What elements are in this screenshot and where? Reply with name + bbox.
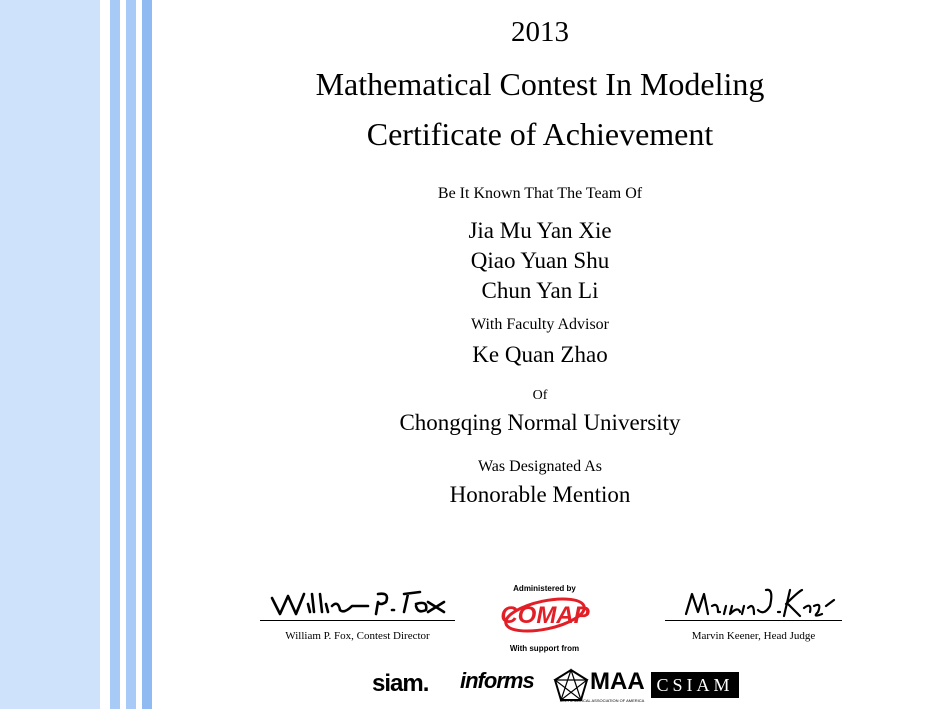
comap-logo xyxy=(497,593,592,637)
comap-logo-text: COMAP xyxy=(500,602,590,629)
stripe xyxy=(142,0,152,709)
designation-label: Was Designated As xyxy=(477,458,603,475)
stripe xyxy=(126,0,136,709)
maa-icon xyxy=(552,668,590,702)
judge-caption: Marvin Keener, Head Judge xyxy=(691,630,816,642)
designation: Honorable Mention xyxy=(449,482,631,507)
team-member: Jia Mu Yan Xie xyxy=(468,218,612,243)
certificate-title: Certificate of Achievement xyxy=(366,116,714,152)
siam-logo: siam. xyxy=(372,670,429,697)
csiam-logo: CSIAM xyxy=(651,672,739,698)
director-caption: William P. Fox, Contest Director xyxy=(285,630,430,642)
maa-logo: MAA xyxy=(590,668,645,695)
signature-line xyxy=(665,620,842,621)
advisor-name: Ke Quan Zhao xyxy=(472,342,608,367)
team-member: Qiao Yuan Shu xyxy=(470,248,610,273)
team-members xyxy=(260,216,820,306)
director-signature xyxy=(268,580,458,620)
advisor-label: With Faculty Advisor xyxy=(470,316,609,333)
informs-logo xyxy=(460,668,534,694)
informs-logo-text: informs xyxy=(460,668,534,693)
maa-subtitle: MATHEMATICAL ASSOCIATION OF AMERICA xyxy=(560,698,645,703)
judge-signature xyxy=(682,584,842,620)
intro-text: Be It Known That The Team Of xyxy=(437,185,643,202)
of-label: Of xyxy=(532,388,548,403)
university-name: Chongqing Normal University xyxy=(399,410,681,435)
stripe xyxy=(0,0,100,709)
with-support-label: With support from xyxy=(509,644,580,653)
comap-block xyxy=(497,584,592,653)
team-member: Chun Yan Li xyxy=(481,278,599,303)
certificate-year: 2013 xyxy=(511,16,569,48)
contest-name: Mathematical Contest In Modeling xyxy=(315,66,765,102)
decorative-stripes xyxy=(0,0,160,709)
stripe xyxy=(110,0,120,709)
signature-line xyxy=(260,620,455,621)
administered-by-label: Administered by xyxy=(513,584,576,593)
